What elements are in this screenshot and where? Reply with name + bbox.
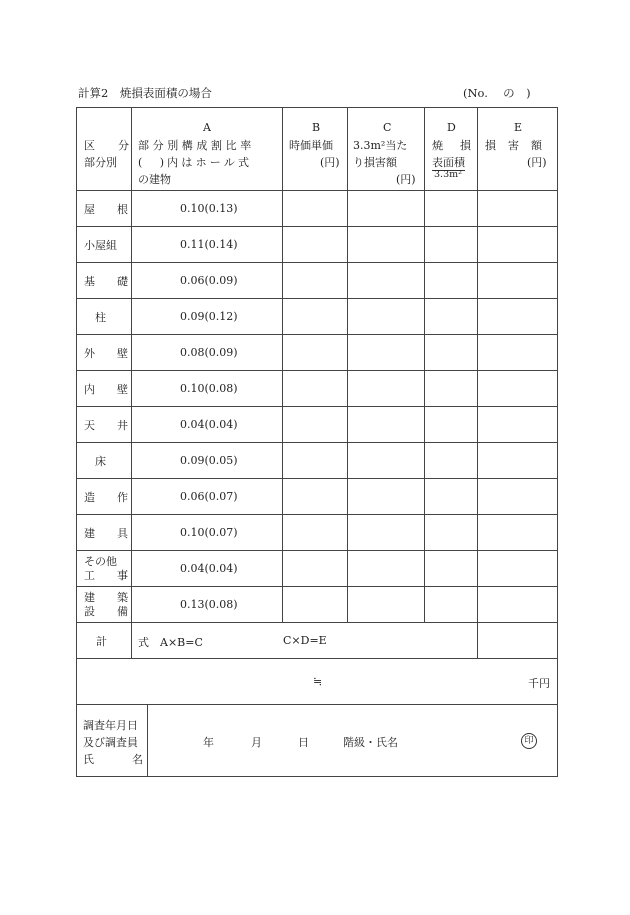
row-ratio: 0.10(0.08) <box>132 371 283 407</box>
formula-abc: 式 A×B=C <box>138 636 203 649</box>
cell-e[interactable] <box>478 407 558 443</box>
cell-c[interactable] <box>348 299 425 335</box>
year-label: 年 <box>203 736 214 749</box>
row-ratio: 0.10(0.13) <box>132 191 283 227</box>
cell-d[interactable] <box>425 587 478 623</box>
cell-e[interactable] <box>478 227 558 263</box>
cell-b[interactable] <box>283 299 348 335</box>
header-b: B 時価単価 (円) <box>283 108 348 191</box>
cell-b[interactable] <box>283 551 348 587</box>
cell-d[interactable] <box>425 227 478 263</box>
cell-b[interactable] <box>283 335 348 371</box>
cell-e[interactable] <box>478 299 558 335</box>
cell-e[interactable] <box>478 263 558 299</box>
table-row <box>77 551 558 587</box>
header-e: E 損害額 (円) <box>478 108 558 191</box>
cell-d[interactable] <box>425 191 478 227</box>
row-label: その他 工 事 <box>77 551 132 587</box>
cell-c[interactable] <box>348 191 425 227</box>
table-row <box>77 191 558 227</box>
row-label: 柱 <box>77 299 132 335</box>
row-label: 基 礎 <box>77 263 132 299</box>
table-row <box>77 263 558 299</box>
cell-b[interactable] <box>283 587 348 623</box>
row-label: 建 具 <box>77 515 132 551</box>
row-label: 床 <box>77 443 132 479</box>
table-row <box>77 407 558 443</box>
row-ratio: 0.04(0.04) <box>132 551 283 587</box>
row-label: 小屋組 <box>77 227 132 263</box>
header-a: A 部分別構成割比率 ( )内はホール式 の建物 <box>132 108 283 191</box>
cell-e[interactable] <box>478 479 558 515</box>
cell-c[interactable] <box>348 371 425 407</box>
table-row <box>77 443 558 479</box>
cell-c[interactable] <box>348 443 425 479</box>
row-ratio: 0.08(0.09) <box>132 335 283 371</box>
approx-sign: ≒ <box>313 675 323 688</box>
formula-cde: C×D=E <box>283 634 327 647</box>
cell-b[interactable] <box>283 479 348 515</box>
damage-calculation-table <box>76 107 558 777</box>
day-label: 日 <box>298 736 309 749</box>
row-label: 外 壁 <box>77 335 132 371</box>
cell-d[interactable] <box>425 551 478 587</box>
cell-e[interactable] <box>478 515 558 551</box>
signature-label-box: 調査年月日 及び調査員 氏 名 <box>77 705 148 776</box>
cell-c[interactable] <box>348 335 425 371</box>
cell-d[interactable] <box>425 263 478 299</box>
cell-b[interactable] <box>283 407 348 443</box>
table-row <box>77 479 558 515</box>
form-title: 計算2 焼損表面積の場合 <box>78 86 212 100</box>
unit-label: 千円 <box>528 677 550 690</box>
formula-cell <box>132 623 478 659</box>
cell-c[interactable] <box>348 551 425 587</box>
cell-e[interactable] <box>478 443 558 479</box>
row-ratio: 0.13(0.08) <box>132 587 283 623</box>
row-ratio: 0.09(0.05) <box>132 443 283 479</box>
form-number: (No. の ) <box>463 86 531 100</box>
cell-b[interactable] <box>283 227 348 263</box>
cell-e[interactable] <box>478 191 558 227</box>
seal-icon: 印 <box>521 733 537 749</box>
row-ratio: 0.11(0.14) <box>132 227 283 263</box>
cell-c[interactable] <box>348 515 425 551</box>
rank-name-label: 階級・氏名 <box>343 736 398 749</box>
table-row <box>77 371 558 407</box>
row-ratio: 0.06(0.07) <box>132 479 283 515</box>
cell-c[interactable] <box>348 407 425 443</box>
signature-cell <box>77 705 558 777</box>
cell-c[interactable] <box>348 479 425 515</box>
cell-b[interactable] <box>283 263 348 299</box>
row-ratio: 0.09(0.12) <box>132 299 283 335</box>
row-ratio: 0.06(0.09) <box>132 263 283 299</box>
cell-d[interactable] <box>425 335 478 371</box>
cell-d[interactable] <box>425 443 478 479</box>
cell-d[interactable] <box>425 515 478 551</box>
row-ratio: 0.04(0.04) <box>132 407 283 443</box>
row-label: 造 作 <box>77 479 132 515</box>
table-row <box>77 335 558 371</box>
cell-d[interactable] <box>425 479 478 515</box>
total-amount-row <box>77 659 558 705</box>
cell-b[interactable] <box>283 191 348 227</box>
cell-e[interactable] <box>478 371 558 407</box>
table-row <box>77 299 558 335</box>
total-amount-cell[interactable] <box>77 659 558 705</box>
table-row <box>77 587 558 623</box>
cell-e[interactable] <box>478 551 558 587</box>
total-label: 計 <box>77 623 132 659</box>
header-row <box>77 108 558 191</box>
total-e-cell[interactable] <box>478 623 558 659</box>
cell-e[interactable] <box>478 587 558 623</box>
cell-b[interactable] <box>283 443 348 479</box>
cell-d[interactable] <box>425 299 478 335</box>
cell-b[interactable] <box>283 371 348 407</box>
row-ratio: 0.10(0.07) <box>132 515 283 551</box>
table-row <box>77 515 558 551</box>
total-formula-row <box>77 623 558 659</box>
signature-row <box>77 705 558 777</box>
header-c: C 3.3m²当た り損害額 (円) <box>348 108 425 191</box>
month-label: 月 <box>251 736 262 749</box>
row-label: 内 壁 <box>77 371 132 407</box>
cell-d[interactable] <box>425 407 478 443</box>
header-d: D 焼 損 表面積 3.3m² <box>425 108 478 191</box>
row-label: 建 築 設 備 <box>77 587 132 623</box>
cell-c[interactable] <box>348 227 425 263</box>
cell-b[interactable] <box>283 515 348 551</box>
row-label: 屋 根 <box>77 191 132 227</box>
row-label: 天 井 <box>77 407 132 443</box>
cell-c[interactable] <box>348 263 425 299</box>
cell-d[interactable] <box>425 371 478 407</box>
cell-c[interactable] <box>348 587 425 623</box>
cell-e[interactable] <box>478 335 558 371</box>
header-kubun: 区 分 部分別 <box>77 108 132 191</box>
table-row <box>77 227 558 263</box>
